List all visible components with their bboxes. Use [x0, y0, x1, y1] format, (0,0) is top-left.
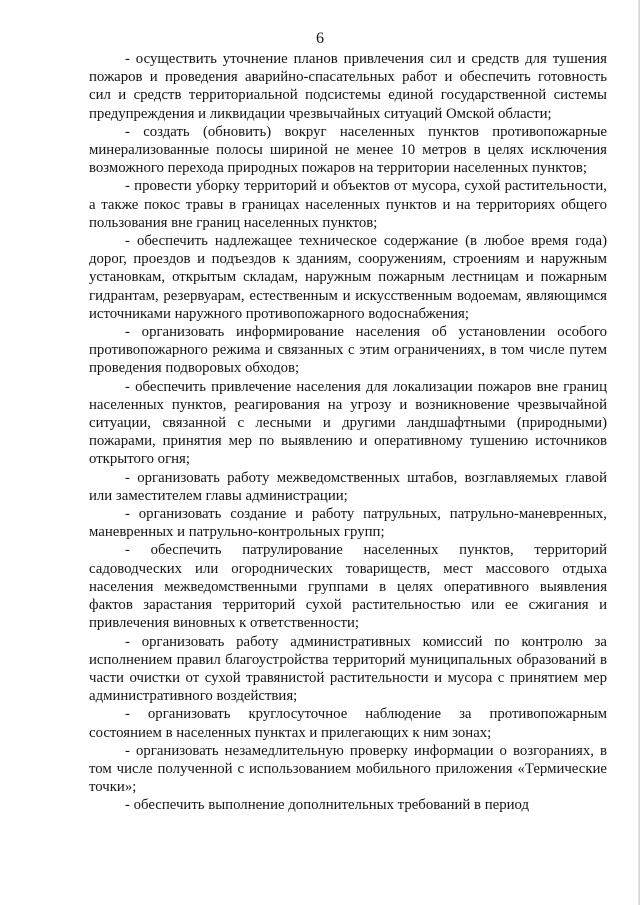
paragraph: - осуществить уточнение планов привлечения сил и средств для тушения пожаров и проведения аварийно-спасательных работ и обеспечить готовность сил и средств территориальной подсистемы единой государственной системы предупреждения и ликвидации чрезвычайных ситуаций Омской области; [89, 51, 607, 122]
paragraph: - организовать работу межведомственных штабов, возглавляемых главой или заместителем главы администрации; [89, 469, 607, 504]
paragraph: - создать (обновить) вокруг населенных пунктов противопожарные минерализованные полосы шириной не менее 10 метров в целях исключения возможного перехода природных пожаров на территории населенных пунктов; [89, 123, 607, 177]
paragraph: - обеспечить привлечение населения для локализации пожаров вне границ населенных пунктов, реагирования на угрозу и возникновение чрезвычайной ситуации, связанной с лесными и другими ландшафтными (природными) пожарами, принятия мер по выявлению и оперативному тушению источников открытого огня; [89, 378, 607, 468]
paragraph: - организовать незамедлительную проверку информации о возгораниях, в том числе полученной с использованием мобильного приложения «Термические точки»; [89, 742, 607, 796]
document-body [89, 50, 607, 815]
paragraph-last: - обеспечить выполнение дополнительных требований в период [125, 797, 530, 814]
paragraph: - провести уборку территорий и объектов от мусора, сухой растительности, а также покос травы в границах населенных пунктов и на территориях общего пользования вне границ населенных пунктов; [89, 178, 607, 231]
paragraph: - обеспечить надлежащее техническое содержание (в любое время года) дорог, проездов и подъездов к зданиям, сооружениям, строениям и наружным установкам, открытым складам, наружным пожарным лестницам и пожарным гидрантам, резервуарам, естественным и искусственным водоемам, являющимся источниками наружного противопожарного водоснабжения; [89, 233, 607, 322]
paragraph: - обеспечить патрулирование населенных пунктов, территорий садоводческих или огороднических товариществ, мест массового отдыха населения межведомственными группами в целях оперативного выявления фактов зарастания территорий сухой растительностью или ее сжигания и привлечения виновных к ответственности; [89, 542, 607, 632]
paragraph: - организовать круглосуточное наблюдение за противопожарным состоянием в населенных пунктах и прилегающих к ним зонах; [89, 706, 607, 741]
page-number: 6 [316, 30, 324, 47]
paragraph: - организовать работу административных комиссий по контролю за исполнением правил благоустройства территорий муниципальных образований в части очистки от сухой травянистой растительности и мусора с принятием мер административного воздействия; [89, 633, 607, 705]
paragraph: - организовать информирование населения об установлении особого противопожарного режима и связанных с этим ограничениях, в том числе путем проведения подворовых обходов; [89, 324, 607, 377]
paragraph: - организовать создание и работу патрульных, патрульно-маневренных, маневренных и патрульно-контрольных групп; [89, 506, 607, 541]
